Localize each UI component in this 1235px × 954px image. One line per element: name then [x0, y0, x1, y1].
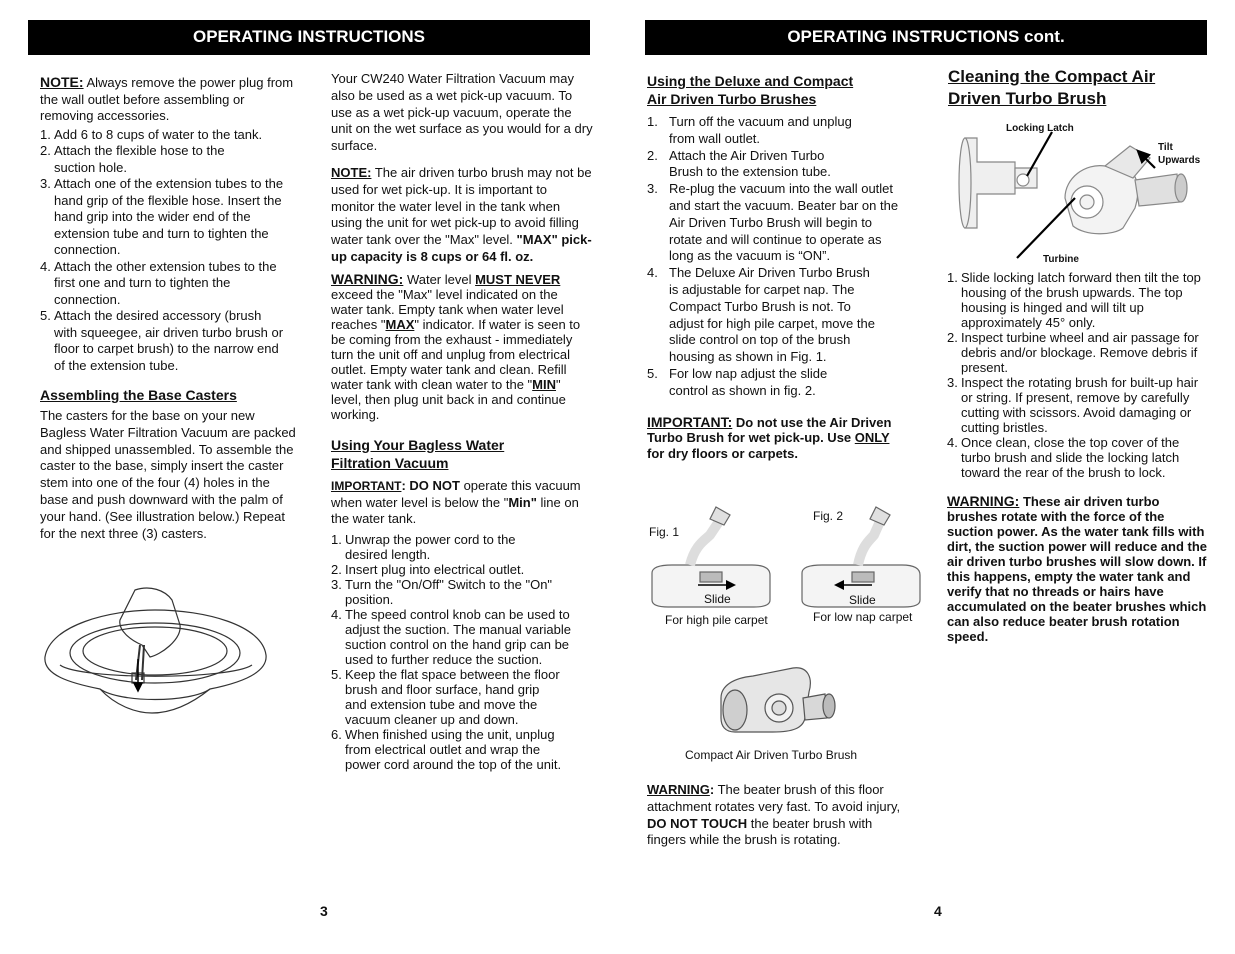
- right-column-1: [647, 72, 909, 467]
- left-column-1: [40, 74, 298, 548]
- important-turbo-paragraph: IMPORTANT: Do not use the Air Driven Turbo Brush for wet pick-up. Use ONLY for dry floors or carpets.: [647, 413, 892, 461]
- note2-paragraph: NOTE: The air driven turbo brush may not be used for wet pick-up. It is important to monitor the water level in the tank when using the unit for wet pick-up to avoid filling water tank over the "Max" level. "MAX" pick-up capacity is 8 cups or 64 fl. oz.: [331, 164, 592, 264]
- list-item: 5. Keep the flat space between the floor brush and floor surface, hand grip and extension tube and move the vacuum cleaner up and down.: [331, 667, 560, 728]
- left-column-2: [331, 71, 593, 772]
- list-item: 2. Insert plug into electrical outlet.: [331, 562, 525, 578]
- important-paragraph: IMPORTANT: DO NOT operate this vacuum when water level is below the "Min" line on the water tank.: [331, 477, 581, 527]
- important-turbo-label: IMPORTANT:: [647, 413, 733, 430]
- warning2-block: [647, 782, 909, 855]
- list-item: 5. For low nap adjust the slide control as shown in fig. 2.: [647, 365, 828, 398]
- important-label: IMPORTANT: [331, 478, 402, 493]
- fig2-label: Fig. 2: [813, 509, 844, 523]
- note-text: Always remove the power plug from the wall outlet before assembling or removing accessories.: [40, 75, 294, 123]
- list-item: 4. Once clean, close the top cover of the turbo brush and slide the locking latch toward the rear of the brush to lock.: [947, 435, 1180, 480]
- list-item: 1. Turn off the vacuum and unplug from wall outlet.: [647, 114, 852, 146]
- list-item: 1. Slide locking latch forward then tilt the top housing of the brush upwards. The top housing is hinged and will tilt up approximately 45° only.: [947, 270, 1201, 330]
- using-steps: [331, 532, 593, 772]
- cleaning-steps-block: [947, 270, 1209, 650]
- list-item: 6. When finished using the unit, unplug from electrical outlet and wrap the power cord around the top of the unit.: [331, 727, 562, 773]
- list-item: 2. Attach the flexible hose to the suction hole.: [40, 143, 225, 175]
- list-item: 5. Attach the desired accessory (brush with squeegee, air driven turbo brush or floor to carpet brush) to the narrow end of the extension tube.: [40, 308, 284, 373]
- compact-brush-illustration: [713, 658, 843, 738]
- turbine-label: Turbine: [1043, 254, 1079, 265]
- list-item: 2. Attach the Air Driven Turbo Brush to the extension tube.: [647, 147, 831, 180]
- warning3-label: WARNING:: [947, 493, 1020, 509]
- warning2-paragraph: WARNING: The beater brush of this floor attachment rotates very fast. To avoid injury, DO NOT TOUCH the beater brush with fingers while the brush is rotating.: [647, 782, 901, 848]
- list-item: 3. Inspect the rotating brush for built-up hair or string. If present, remove by carefully cutting with scissors. Avoid damaging or cutting bristles.: [947, 375, 1199, 435]
- fig1-caption: For high pile carpet: [665, 613, 768, 627]
- turbo-steps: [647, 114, 909, 400]
- warning2-label: WARNING: [647, 782, 710, 797]
- right-column-2: [948, 66, 1210, 110]
- tilt-label: Tilt: [1158, 142, 1173, 153]
- cleaning-heading: Cleaning the Compact Air Driven Turbo Brush: [948, 67, 1156, 108]
- list-item: 1. Add 6 to 8 cups of water to the tank.: [40, 126, 263, 142]
- turbo-heading: Using the Deluxe and Compact Air Driven Turbo Brushes: [647, 73, 854, 107]
- list-item: 4. The speed control knob can be used to adjust the suction. The manual variable suction control on the hand grip can be used to further reduce the suction.: [331, 607, 571, 668]
- note2-bold: "MAX" pick-up capacity is 8 cups or 64 fl. oz.: [331, 232, 592, 264]
- page-number-left: 3: [320, 903, 328, 919]
- left-page-banner: OPERATING INSTRUCTIONS: [28, 20, 590, 55]
- fig2-slide-label: Slide: [849, 593, 876, 607]
- using-heading: Using Your Bagless Water Filtration Vacuum: [331, 436, 505, 471]
- note-label: NOTE:: [40, 74, 84, 90]
- warning-label: WARNING:: [331, 270, 404, 287]
- list-item: 4. Attach the other extension tubes to the first one and turn to tighten the connection.: [40, 258, 277, 307]
- warning-paragraph: WARNING: Water level MUST NEVER exceed the "Max" level indicated on the water tank. Empty tank when water level reaches "MAX" indicator. If water is seen to be coming from the exhaust - immediately turn the unit off and unplug from electrical outlet. Empty water tank and clean. Refill water tank with clean water to the "MIN" level, then plug unit back in and continue working.: [331, 270, 581, 422]
- upwards-label: Upwards: [1158, 155, 1201, 166]
- assembly-steps: [40, 127, 298, 375]
- note-paragraph: [40, 74, 298, 125]
- list-item: 3. Turn the "On/Off" Switch to the "On" position.: [331, 577, 553, 608]
- cleaning-steps: [947, 270, 1209, 480]
- list-item: 1. Unwrap the power cord to the desired length.: [331, 532, 516, 563]
- casters-heading: Assembling the Base Casters: [40, 387, 237, 403]
- casters-text: The casters for the base on your new Bagless Water Filtration Vacuum are packed and shipped unassembled. To assemble the caster to the base, simply insert the caster stem into one of the four (4) holes in the base and push downward with the palm of your hand. (See illustration below.) Repeat for the next three (3) casters.: [40, 408, 296, 541]
- list-item: 3. Attach one of the extension tubes to the hand grip of the flexible hose. Insert the hand grip into the wider end of the extension tube and turn to tighten the connection.: [40, 176, 284, 257]
- caster-illustration: [40, 585, 270, 735]
- fig2-caption: For low nap carpet: [813, 610, 913, 624]
- compact-brush-caption: Compact Air Driven Turbo Brush: [685, 748, 858, 762]
- wet-pickup-text: Your CW240 Water Filtration Vacuum may also be used as a wet pick-up vacuum. To use as a wet pick-up vacuum, operate the unit on the wet surface as you would for a dry surface.: [331, 71, 593, 154]
- locking-latch-label: Locking Latch: [1006, 123, 1074, 134]
- arrow-right-icon: [696, 579, 738, 591]
- fig1-slide-label: Slide: [704, 592, 731, 606]
- warning3-paragraph: WARNING: These air driven turbo brushes rotate with the force of the suction power. As the water tank fills with dirt, the suction power will reduce and the air driven turbo brushes will slow down. If this happens, empty the water tank and verify that no threads or hairs have accumulated on the beater brushes which can also reduce beater brush rotation speed.: [947, 493, 1208, 644]
- list-item: 2. Inspect turbine wheel and air passage for debris and/or blockage. Remove debris if present.: [947, 330, 1199, 375]
- arrow-left-icon: [832, 579, 874, 591]
- fig1-label: Fig. 1: [649, 525, 680, 539]
- list-item: 3. Re-plug the vacuum into the wall outlet and start the vacuum. Beater bar on the Air Driven Turbo Brush will begin to rotate and will continue to operate as long as the vacuum is “ON”.: [647, 181, 899, 264]
- list-item: 4. The Deluxe Air Driven Turbo Brush is adjustable for carpet nap. The Compact Turbo Brush is not. To adjust for high pile carpet, move the slide control on top of the brush housing as shown in Fig. 1.: [647, 265, 875, 365]
- note2-label: NOTE:: [331, 164, 372, 180]
- page-number-right: 4: [934, 903, 942, 919]
- right-page-banner: OPERATING INSTRUCTIONS cont.: [645, 20, 1207, 55]
